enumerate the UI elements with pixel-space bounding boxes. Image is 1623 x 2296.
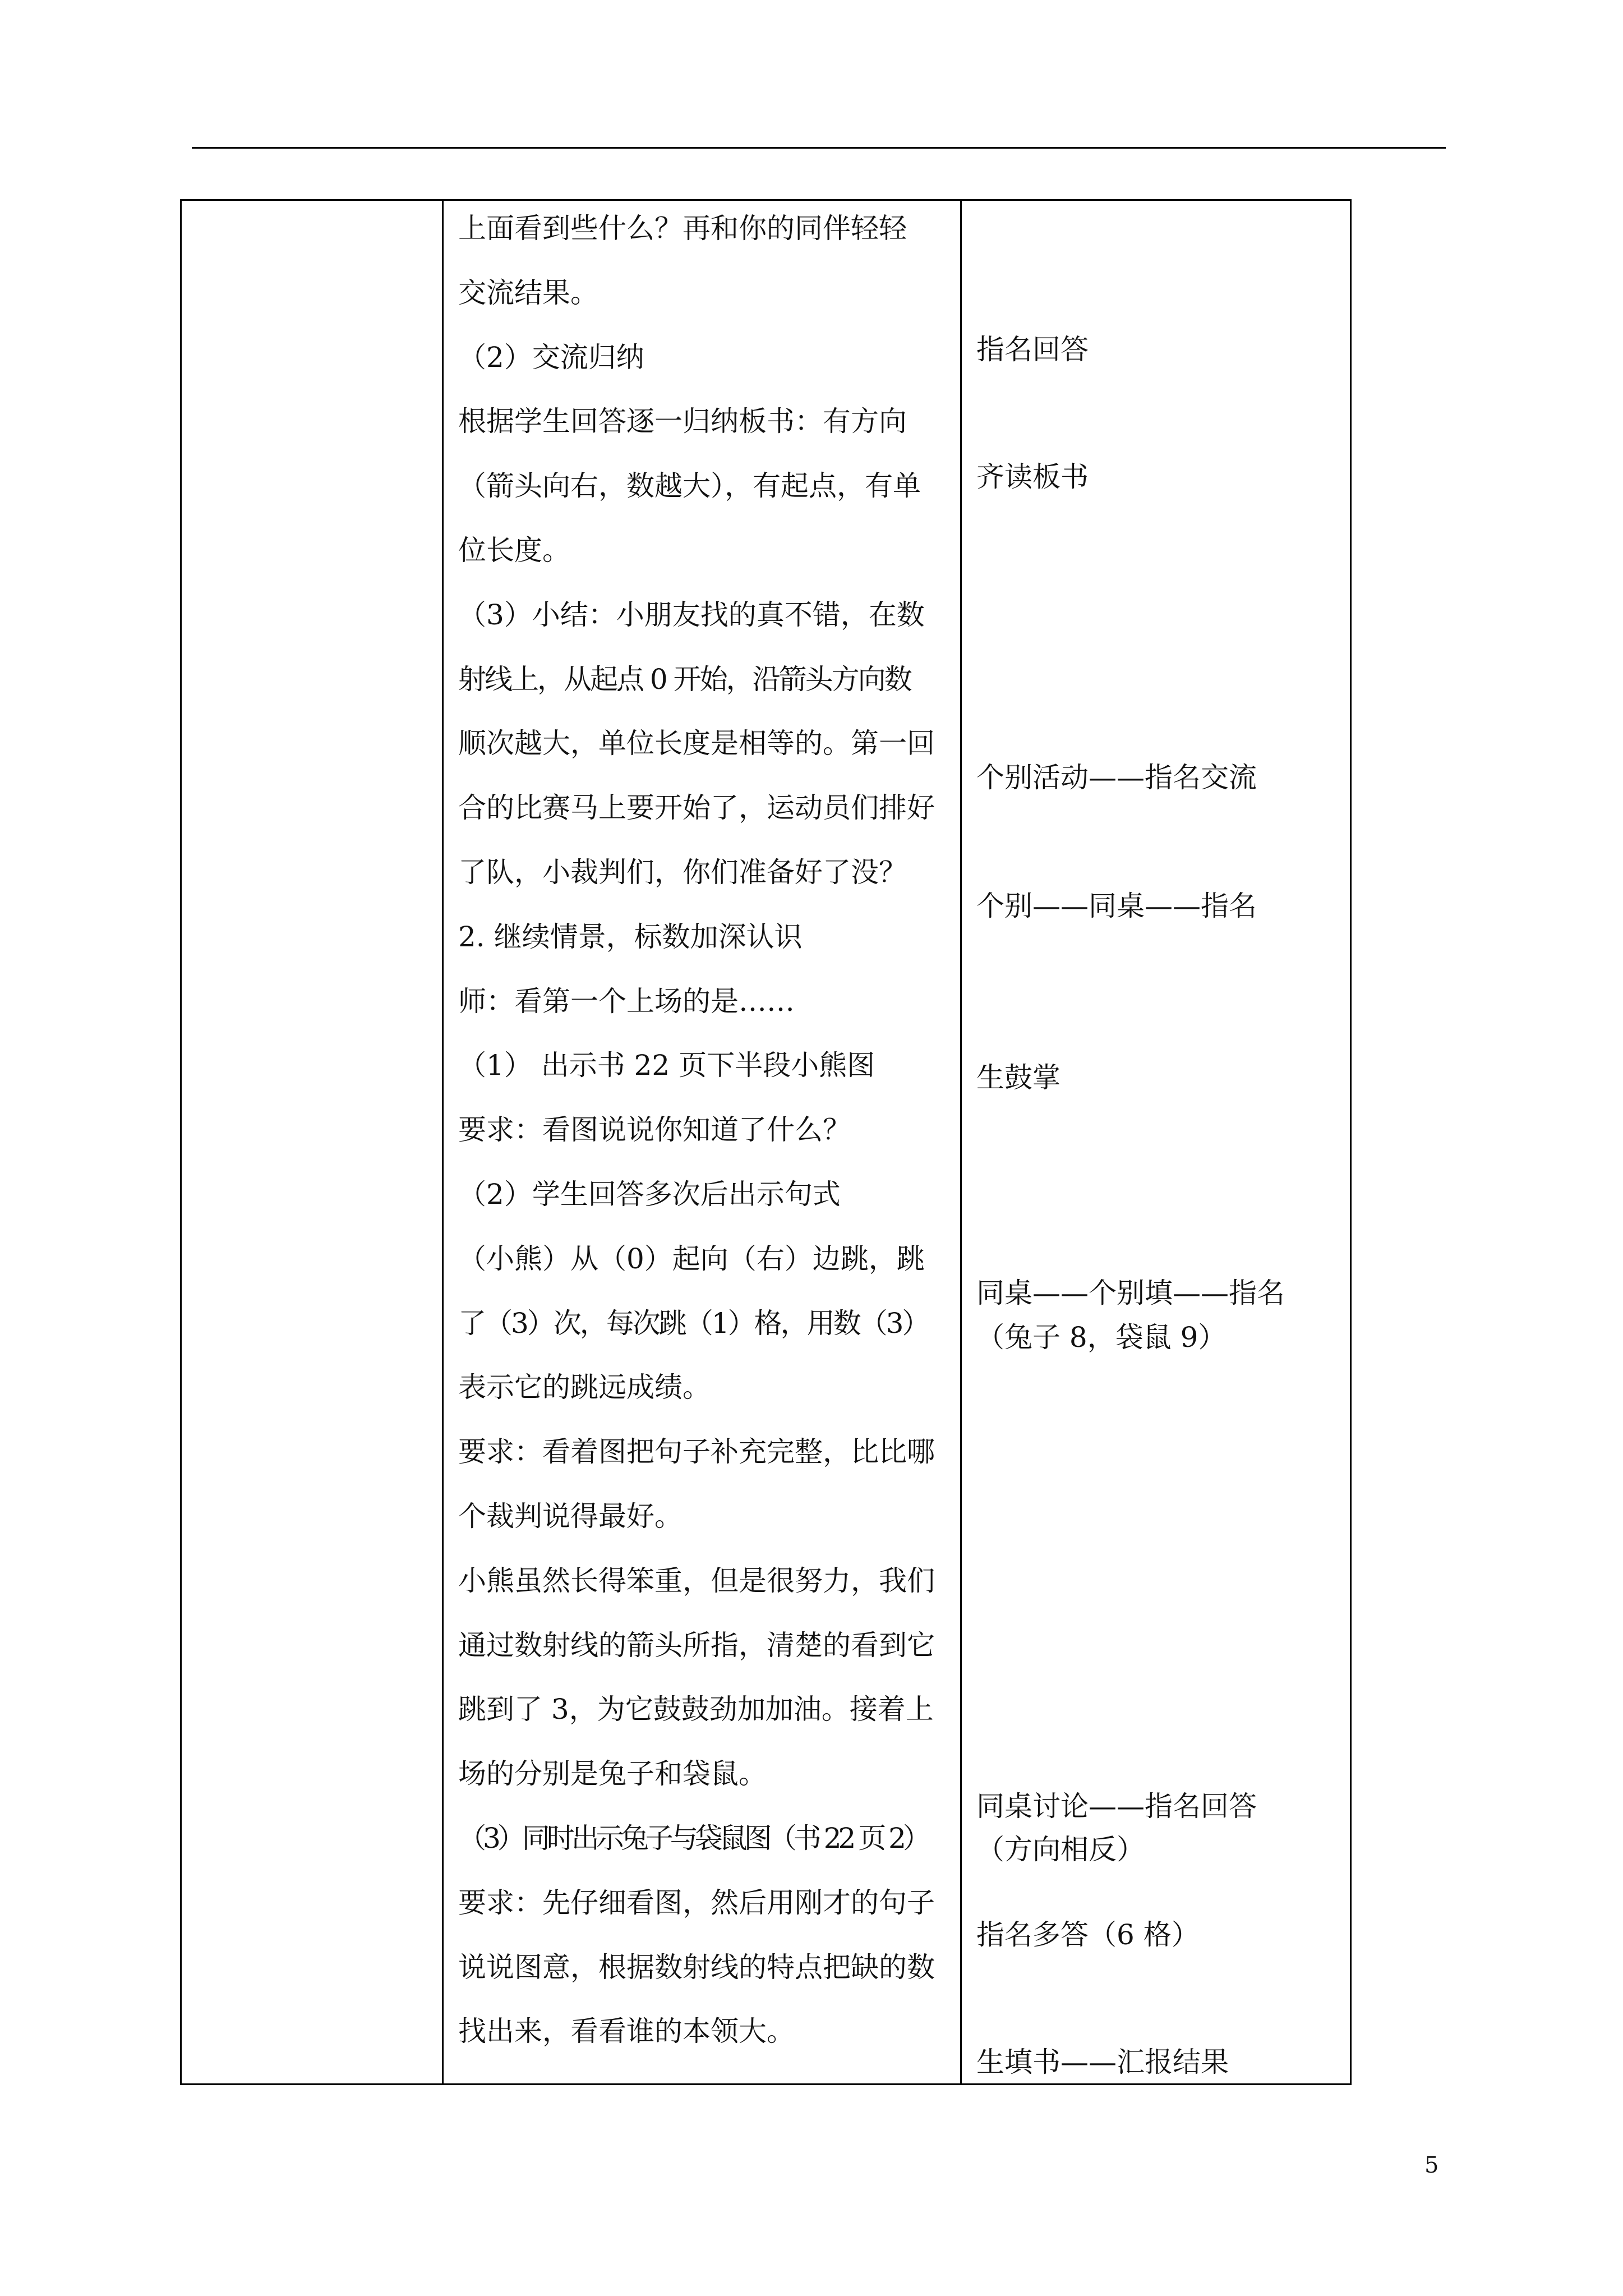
teacher-activity-line: 交流结果。 <box>458 276 598 309</box>
student-activity-note: 同桌——个别填——指名 <box>976 1277 1285 1309</box>
student-activity-note: （兔子 8，袋鼠 9） <box>976 1321 1227 1354</box>
student-activity-note: 齐读板书 <box>976 461 1089 493</box>
lesson-table <box>180 199 1352 2085</box>
teacher-activity-line: 要求：先仔细看图，然后用刚才的句子 <box>458 1886 935 1919</box>
student-activity-note: 生鼓掌 <box>976 1061 1061 1094</box>
teacher-activity-line: 表示它的跳远成绩。 <box>458 1371 711 1404</box>
teacher-activity-line: 了队，小裁判们，你们准备好了没？ <box>458 855 907 889</box>
teacher-activity-line: 个裁判说得最好。 <box>458 1499 683 1533</box>
teacher-activity-line: （箭头向右，数越大），有起点，有单 <box>458 470 921 503</box>
teacher-activity-line: 根据学生回答逐一归纳板书：有方向 <box>458 405 907 438</box>
page-number: 5 <box>1424 2152 1439 2178</box>
table-column-student-activity <box>960 201 1350 2083</box>
teacher-activity-line: 位长度。 <box>458 533 570 567</box>
student-activity-note: 同桌讨论——指名回答 <box>976 1790 1257 1823</box>
teacher-activity-line: （小熊）从（0）起向（右）边跳，跳 <box>458 1242 925 1275</box>
header-rule <box>192 147 1446 149</box>
student-activity-note: 生填书——汇报结果 <box>976 2046 1229 2078</box>
teacher-activity-line: 说说图意，根据数射线的特点把缺的数 <box>458 1950 935 1984</box>
student-activity-note: （方向相反） <box>976 1833 1145 1866</box>
teacher-activity-line: 找出来，看看谁的本领大。 <box>458 2015 795 2048</box>
teacher-activity-line: 师：看第一个上场的是…… <box>458 984 795 1018</box>
teacher-activity-line: 要求：看着图把句子补充完整，比比哪 <box>458 1435 935 1469</box>
student-activity-note: 指名多答（6 格） <box>976 1918 1200 1951</box>
teacher-activity-line: 通过数射线的箭头所指，清楚的看到它 <box>458 1628 935 1662</box>
teacher-activity-line: （3）小结：小朋友找的真不错，在数 <box>458 598 925 631</box>
teacher-activity-line: （1） 出示书 22 页下半段小熊图 <box>458 1049 875 1082</box>
table-column-process <box>182 201 442 2083</box>
teacher-activity-line: 了（3）次，每次跳（1）格，用数（3） <box>458 1306 929 1340</box>
student-activity-note: 个别活动——指名交流 <box>976 761 1257 794</box>
teacher-activity-line: 跳到了 3，为它鼓鼓劲加加油。接着上 <box>458 1693 934 1726</box>
teacher-activity-line: 小熊虽然长得笨重，但是很努力，我们 <box>458 1564 935 1597</box>
table-column-teacher-activity <box>442 201 961 2083</box>
teacher-activity-line: 2. 继续情景，标数加深认识 <box>458 920 803 953</box>
teacher-activity-line: 场的分别是兔子和袋鼠。 <box>458 1757 767 1791</box>
teacher-activity-text <box>458 196 935 2064</box>
teacher-activity-line: 顺次越大，单位长度是相等的。第一回 <box>458 727 935 760</box>
teacher-activity-line: （2）学生回答多次后出示句式 <box>458 1177 841 1211</box>
teacher-activity-line: 合的比赛马上要开始了，运动员们排好 <box>458 792 935 825</box>
teacher-activity-line: （3）同时出示兔子与袋鼠图（书 22 页 2） <box>458 1821 928 1855</box>
teacher-activity-line: （2）交流归纳 <box>458 341 644 374</box>
student-activity-note: 指名回答 <box>976 333 1089 366</box>
teacher-activity-line: 上面看到些什么？再和你的同伴轻轻 <box>458 212 907 245</box>
teacher-activity-line: 射线上，从起点 0 开始，沿箭头方向数 <box>458 662 911 696</box>
student-activity-note: 个别——同桌——指名 <box>976 890 1257 922</box>
teacher-activity-line: 要求：看图说说你知道了什么？ <box>458 1114 851 1147</box>
